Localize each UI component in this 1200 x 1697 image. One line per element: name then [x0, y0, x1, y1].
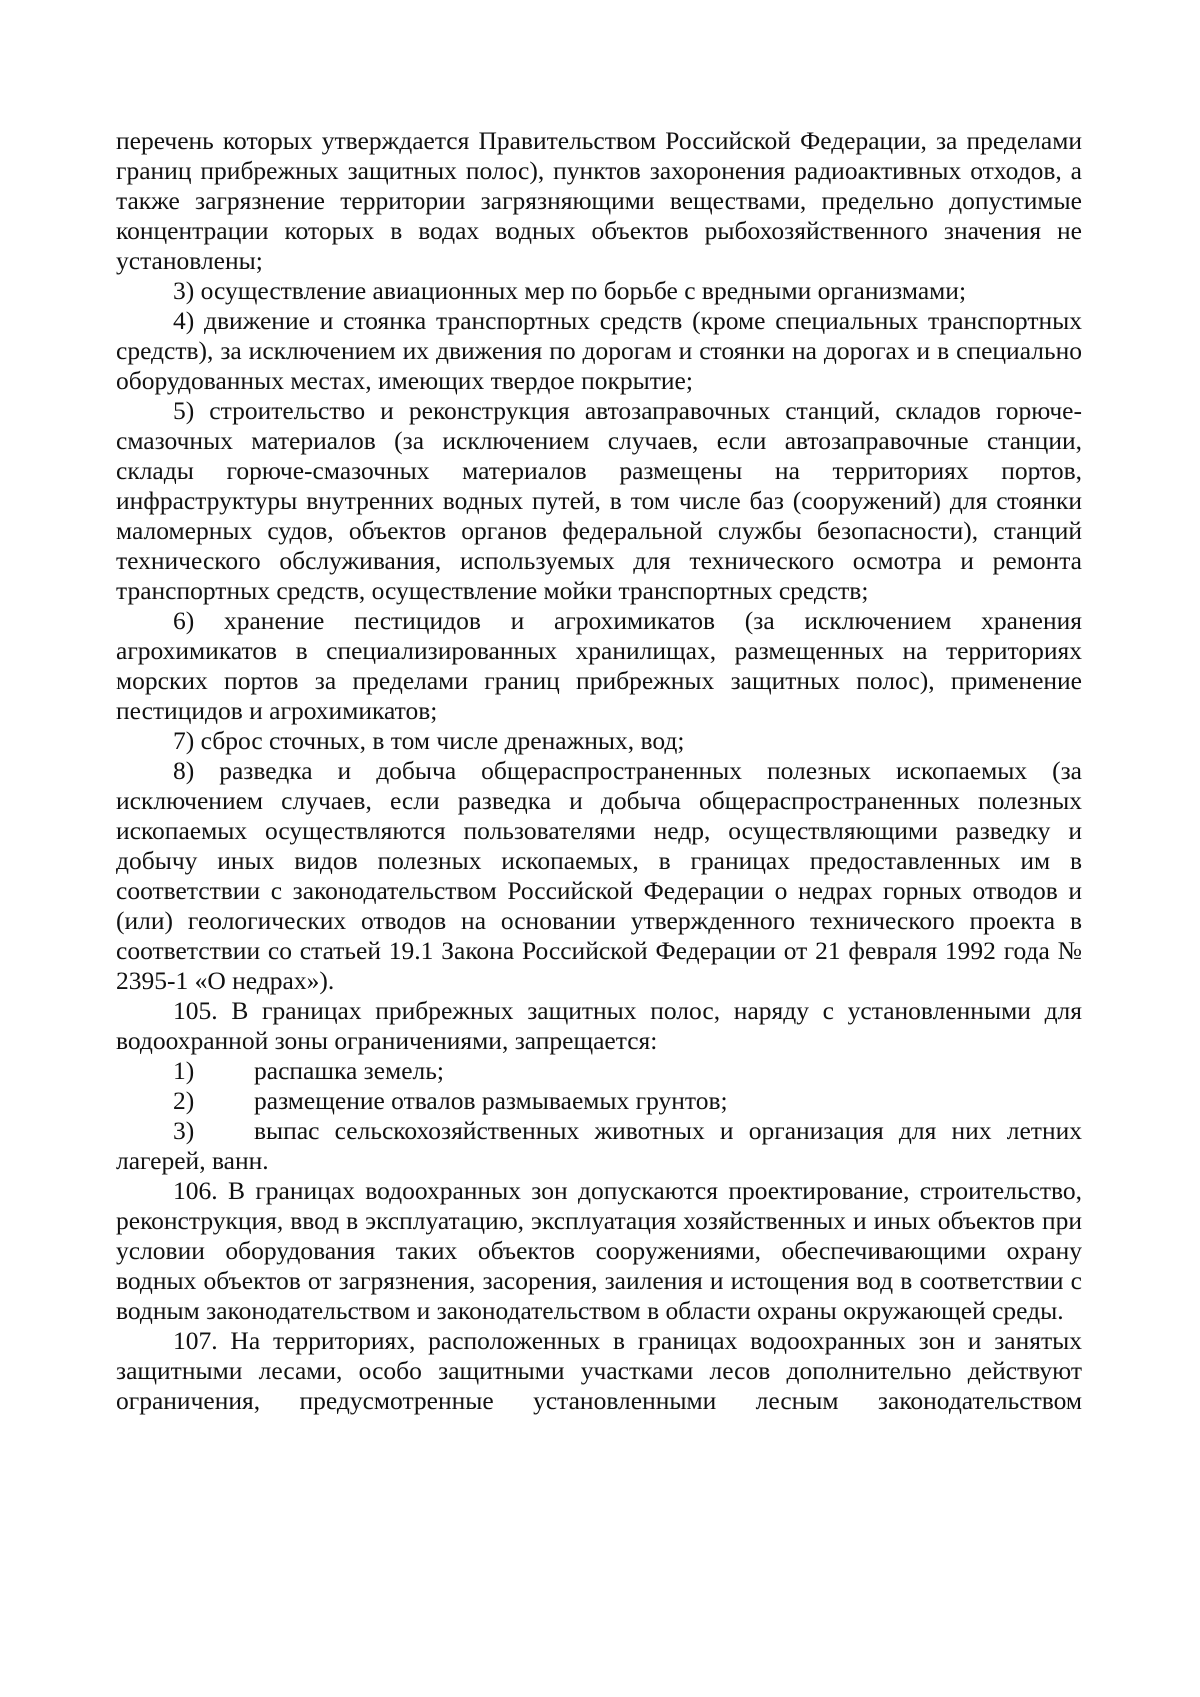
paragraph-item-5: 5) строительство и реконструкция автозаправочных станций, складов горюче-смазочных материалов (за исключением случаев, если автозаправочные станции, склады горюче-смазочных материалов размещены на территориях портов, инфраструктуры внутренних водных путей, в том числе баз (сооружений) для стоянки маломерных судов, объектов органов федеральной службы безопасности), станций технического обслуживания, используемых для технического осмотра и ремонта транспортных средств, осуществление мойки транспортных средств; [116, 396, 1082, 605]
list-item [116, 1086, 1082, 1116]
list-item [116, 1056, 1082, 1086]
list-item-text: размещение отвалов размываемых грунтов; [254, 1086, 728, 1115]
paragraph-continuation: перечень которых утверждается Правительством Российской Федерации, за пределами границ прибрежных защитных полос), пунктов захоронения радиоактивных отходов, а также загрязнение территории загрязняющими веществами, предельно допустимые концентрации которых в водах водных объектов рыбохозяйственного значения не установлены; [116, 126, 1082, 275]
list-item-number: 3) [173, 1116, 195, 1145]
list-item-number: 2) [173, 1086, 195, 1115]
paragraph-107: 107. На территориях, расположенных в границах водоохранных зон и занятых защитными лесами, особо защитными участками лесов дополнительно действуют ограничения, предусмотренные установленными лесным законодательством [116, 1326, 1082, 1415]
paragraph-item-3: 3) осуществление авиационных мер по борьбе с вредными организмами; [173, 276, 967, 305]
list-item [116, 1116, 1082, 1146]
paragraph-item-6: 6) хранение пестицидов и агрохимикатов (за исключением хранения агрохимикатов в специализированных хранилищах, размещенных на территориях морских портов за пределами границ прибрежных защитных полос), применение пестицидов и агрохимикатов; [116, 606, 1082, 725]
list-item-text: распашка земель; [254, 1056, 444, 1085]
list-item-text: выпас сельскохозяйственных животных и организация для них летних [254, 1116, 1082, 1145]
list-item-number: 1) [173, 1056, 195, 1085]
paragraph-item-8: 8) разведка и добыча общераспространенных полезных ископаемых (за исключением случаев, если разведка и добыча общераспространенных полезных ископаемых осуществляются пользователями недр, осуществляющими разведку и добычу иных видов полезных ископаемых, в границах предоставленных им в соответствии с законодательством Российской Федерации о недрах горных отводов и (или) геологических отводов на основании утвержденного технического проекта в соответствии со статьей 19.1 Закона Российской Федерации от 21 февраля 1992 года № 2395-1 «О недрах»). [116, 756, 1082, 995]
paragraph-106: 106. В границах водоохранных зон допускаются проектирование, строительство, реконструкция, ввод в эксплуатацию, эксплуатация хозяйственных и иных объектов при условии оборудования таких объектов сооружениями, обеспечивающими охрану водных объектов от загрязнения, засорения, заиления и истощения вод в соответствии с водным законодательством и законодательством в области охраны окружающей среды. [116, 1176, 1082, 1325]
paragraph-item-7: 7) сброс сточных, в том числе дренажных, вод; [173, 726, 685, 755]
document-page [116, 126, 1082, 1416]
paragraph-105: 105. В границах прибрежных защитных полос, наряду с установленными для водоохранной зоны ограничениями, запрещается: [116, 996, 1082, 1055]
paragraph-item-4: 4) движение и стоянка транспортных средств (кроме специальных транспортных средств), за исключением их движения по дорогам и стоянки на дорогах и в специально оборудованных местах, имеющих твердое покрытие; [116, 306, 1082, 395]
list-item-continuation: лагерей, ванн. [116, 1146, 269, 1175]
